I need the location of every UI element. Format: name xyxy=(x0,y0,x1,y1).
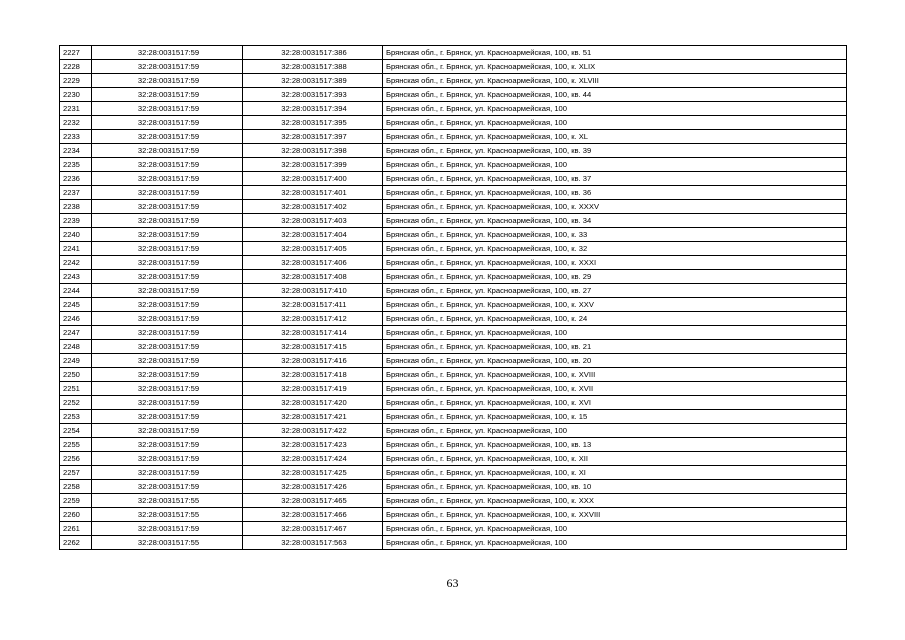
table-row xyxy=(60,340,847,354)
address-cell: Брянская обл., г. Брянск, ул. Красноармейская, 100, к. XL xyxy=(383,130,847,144)
address-cell: Брянская обл., г. Брянск, ул. Красноармейская, 100, к. XVII xyxy=(383,382,847,396)
parent-cadastral-number-cell: 32:28:0031517:55 xyxy=(92,536,243,550)
table-row xyxy=(60,46,847,60)
address-cell: Брянская обл., г. Брянск, ул. Красноармейская, 100, к. XLIX xyxy=(383,60,847,74)
cadastral-number-cell: 32:28:0031517:405 xyxy=(243,242,383,256)
table-row xyxy=(60,200,847,214)
table-row xyxy=(60,424,847,438)
cadastral-number-cell: 32:28:0031517:465 xyxy=(243,494,383,508)
cadastral-number-cell: 32:28:0031517:412 xyxy=(243,312,383,326)
table-row xyxy=(60,256,847,270)
cadastral-number-cell: 32:28:0031517:406 xyxy=(243,256,383,270)
address-cell: Брянская обл., г. Брянск, ул. Красноармейская, 100, кв. 34 xyxy=(383,214,847,228)
table-row xyxy=(60,410,847,424)
row-number-cell: 2260 xyxy=(60,508,92,522)
row-number-cell: 2259 xyxy=(60,494,92,508)
parent-cadastral-number-cell: 32:28:0031517:59 xyxy=(92,354,243,368)
address-cell: Брянская обл., г. Брянск, ул. Красноармейская, 100, кв. 20 xyxy=(383,354,847,368)
parent-cadastral-number-cell: 32:28:0031517:59 xyxy=(92,158,243,172)
parent-cadastral-number-cell: 32:28:0031517:59 xyxy=(92,410,243,424)
parent-cadastral-number-cell: 32:28:0031517:59 xyxy=(92,74,243,88)
parent-cadastral-number-cell: 32:28:0031517:59 xyxy=(92,200,243,214)
cadastral-number-cell: 32:28:0031517:467 xyxy=(243,522,383,536)
table-row xyxy=(60,116,847,130)
parent-cadastral-number-cell: 32:28:0031517:59 xyxy=(92,144,243,158)
row-number-cell: 2255 xyxy=(60,438,92,452)
cadastral-number-cell: 32:28:0031517:563 xyxy=(243,536,383,550)
cadastral-number-cell: 32:28:0031517:410 xyxy=(243,284,383,298)
cadastral-number-cell: 32:28:0031517:414 xyxy=(243,326,383,340)
address-cell: Брянская обл., г. Брянск, ул. Красноармейская, 100, к. XLVIII xyxy=(383,74,847,88)
parent-cadastral-number-cell: 32:28:0031517:59 xyxy=(92,172,243,186)
parent-cadastral-number-cell: 32:28:0031517:59 xyxy=(92,298,243,312)
table-row xyxy=(60,466,847,480)
table-row xyxy=(60,354,847,368)
table-row xyxy=(60,522,847,536)
address-cell: Брянская обл., г. Брянск, ул. Красноармейская, 100, кв. 13 xyxy=(383,438,847,452)
address-cell: Брянская обл., г. Брянск, ул. Красноармейская, 100, кв. 29 xyxy=(383,270,847,284)
cadastral-number-cell: 32:28:0031517:394 xyxy=(243,102,383,116)
parent-cadastral-number-cell: 32:28:0031517:59 xyxy=(92,116,243,130)
address-cell: Брянская обл., г. Брянск, ул. Красноармейская, 100, к. XXXV xyxy=(383,200,847,214)
row-number-cell: 2241 xyxy=(60,242,92,256)
parent-cadastral-number-cell: 32:28:0031517:59 xyxy=(92,424,243,438)
cadastral-number-cell: 32:28:0031517:422 xyxy=(243,424,383,438)
table-row xyxy=(60,102,847,116)
row-number-cell: 2227 xyxy=(60,46,92,60)
address-cell: Брянская обл., г. Брянск, ул. Красноармейская, 100 xyxy=(383,116,847,130)
cadastral-number-cell: 32:28:0031517:418 xyxy=(243,368,383,382)
row-number-cell: 2240 xyxy=(60,228,92,242)
table-row xyxy=(60,270,847,284)
address-cell: Брянская обл., г. Брянск, ул. Красноармейская, 100, кв. 36 xyxy=(383,186,847,200)
parent-cadastral-number-cell: 32:28:0031517:59 xyxy=(92,452,243,466)
row-number-cell: 2237 xyxy=(60,186,92,200)
parent-cadastral-number-cell: 32:28:0031517:59 xyxy=(92,340,243,354)
row-number-cell: 2233 xyxy=(60,130,92,144)
address-cell: Брянская обл., г. Брянск, ул. Красноармейская, 100, к. 33 xyxy=(383,228,847,242)
table-row xyxy=(60,228,847,242)
page-number: 63 xyxy=(446,576,459,590)
cadastral-number-cell: 32:28:0031517:400 xyxy=(243,172,383,186)
cadastral-number-cell: 32:28:0031517:466 xyxy=(243,508,383,522)
parent-cadastral-number-cell: 32:28:0031517:59 xyxy=(92,102,243,116)
row-number-cell: 2245 xyxy=(60,298,92,312)
parent-cadastral-number-cell: 32:28:0031517:59 xyxy=(92,522,243,536)
parent-cadastral-number-cell: 32:28:0031517:59 xyxy=(92,312,243,326)
table-row xyxy=(60,536,847,550)
cadastral-number-cell: 32:28:0031517:419 xyxy=(243,382,383,396)
row-number-cell: 2238 xyxy=(60,200,92,214)
row-number-cell: 2253 xyxy=(60,410,92,424)
parent-cadastral-number-cell: 32:28:0031517:59 xyxy=(92,130,243,144)
row-number-cell: 2235 xyxy=(60,158,92,172)
row-number-cell: 2236 xyxy=(60,172,92,186)
address-cell: Брянская обл., г. Брянск, ул. Красноармейская, 100, к. XXVIII xyxy=(383,508,847,522)
address-cell: Брянская обл., г. Брянск, ул. Красноармейская, 100, кв. 10 xyxy=(383,480,847,494)
row-number-cell: 2261 xyxy=(60,522,92,536)
address-cell: Брянская обл., г. Брянск, ул. Красноармейская, 100, к. 24 xyxy=(383,312,847,326)
row-number-cell: 2234 xyxy=(60,144,92,158)
address-cell: Брянская обл., г. Брянск, ул. Красноармейская, 100 xyxy=(383,522,847,536)
address-cell: Брянская обл., г. Брянск, ул. Красноармейская, 100 xyxy=(383,536,847,550)
address-cell: Брянская обл., г. Брянск, ул. Красноармейская, 100, к. 32 xyxy=(383,242,847,256)
cadastral-number-cell: 32:28:0031517:401 xyxy=(243,186,383,200)
row-number-cell: 2257 xyxy=(60,466,92,480)
cadastral-number-cell: 32:28:0031517:398 xyxy=(243,144,383,158)
cadastral-number-cell: 32:28:0031517:426 xyxy=(243,480,383,494)
cadastral-number-cell: 32:28:0031517:397 xyxy=(243,130,383,144)
cadastral-number-cell: 32:28:0031517:395 xyxy=(243,116,383,130)
parent-cadastral-number-cell: 32:28:0031517:59 xyxy=(92,270,243,284)
row-number-cell: 2243 xyxy=(60,270,92,284)
address-cell: Брянская обл., г. Брянск, ул. Красноармейская, 100 xyxy=(383,326,847,340)
row-number-cell: 2250 xyxy=(60,368,92,382)
parent-cadastral-number-cell: 32:28:0031517:59 xyxy=(92,242,243,256)
parent-cadastral-number-cell: 32:28:0031517:59 xyxy=(92,46,243,60)
address-cell: Брянская обл., г. Брянск, ул. Красноармейская, 100, кв. 44 xyxy=(383,88,847,102)
cadastral-number-cell: 32:28:0031517:420 xyxy=(243,396,383,410)
row-number-cell: 2246 xyxy=(60,312,92,326)
row-number-cell: 2252 xyxy=(60,396,92,410)
address-cell: Брянская обл., г. Брянск, ул. Красноармейская, 100, к. XXX xyxy=(383,494,847,508)
table-row xyxy=(60,130,847,144)
parent-cadastral-number-cell: 32:28:0031517:55 xyxy=(92,508,243,522)
parent-cadastral-number-cell: 32:28:0031517:59 xyxy=(92,186,243,200)
cadastral-number-cell: 32:28:0031517:389 xyxy=(243,74,383,88)
row-number-cell: 2249 xyxy=(60,354,92,368)
table-row xyxy=(60,494,847,508)
row-number-cell: 2228 xyxy=(60,60,92,74)
row-number-cell: 2244 xyxy=(60,284,92,298)
table-row xyxy=(60,326,847,340)
table-row xyxy=(60,186,847,200)
parent-cadastral-number-cell: 32:28:0031517:59 xyxy=(92,326,243,340)
cadastral-number-cell: 32:28:0031517:424 xyxy=(243,452,383,466)
row-number-cell: 2258 xyxy=(60,480,92,494)
cadastral-number-cell: 32:28:0031517:415 xyxy=(243,340,383,354)
table-row xyxy=(60,284,847,298)
registry-table-body xyxy=(60,46,847,550)
parent-cadastral-number-cell: 32:28:0031517:59 xyxy=(92,466,243,480)
parent-cadastral-number-cell: 32:28:0031517:59 xyxy=(92,228,243,242)
table-row xyxy=(60,214,847,228)
address-cell: Брянская обл., г. Брянск, ул. Красноармейская, 100, к. XVIII xyxy=(383,368,847,382)
cadastral-number-cell: 32:28:0031517:399 xyxy=(243,158,383,172)
cadastral-number-cell: 32:28:0031517:403 xyxy=(243,214,383,228)
row-number-cell: 2247 xyxy=(60,326,92,340)
cadastral-number-cell: 32:28:0031517:404 xyxy=(243,228,383,242)
table-row xyxy=(60,242,847,256)
parent-cadastral-number-cell: 32:28:0031517:59 xyxy=(92,284,243,298)
address-cell: Брянская обл., г. Брянск, ул. Красноармейская, 100, кв. 27 xyxy=(383,284,847,298)
table-row xyxy=(60,452,847,466)
cadastral-number-cell: 32:28:0031517:411 xyxy=(243,298,383,312)
cadastral-number-cell: 32:28:0031517:423 xyxy=(243,438,383,452)
cadastral-number-cell: 32:28:0031517:393 xyxy=(243,88,383,102)
parent-cadastral-number-cell: 32:28:0031517:59 xyxy=(92,438,243,452)
table-row xyxy=(60,312,847,326)
cadastral-number-cell: 32:28:0031517:416 xyxy=(243,354,383,368)
address-cell: Брянская обл., г. Брянск, ул. Красноармейская, 100 xyxy=(383,424,847,438)
parent-cadastral-number-cell: 32:28:0031517:59 xyxy=(92,60,243,74)
address-cell: Брянская обл., г. Брянск, ул. Красноармейская, 100 xyxy=(383,158,847,172)
table-row xyxy=(60,144,847,158)
table-row xyxy=(60,88,847,102)
row-number-cell: 2248 xyxy=(60,340,92,354)
address-cell: Брянская обл., г. Брянск, ул. Красноармейская, 100, кв. 37 xyxy=(383,172,847,186)
row-number-cell: 2229 xyxy=(60,74,92,88)
table-row xyxy=(60,172,847,186)
cadastral-number-cell: 32:28:0031517:408 xyxy=(243,270,383,284)
parent-cadastral-number-cell: 32:28:0031517:55 xyxy=(92,494,243,508)
registry-table xyxy=(59,45,847,550)
address-cell: Брянская обл., г. Брянск, ул. Красноармейская, 100, к. XII xyxy=(383,452,847,466)
address-cell: Брянская обл., г. Брянск, ул. Красноармейская, 100, кв. 39 xyxy=(383,144,847,158)
table-row xyxy=(60,74,847,88)
cadastral-number-cell: 32:28:0031517:425 xyxy=(243,466,383,480)
address-cell: Брянская обл., г. Брянск, ул. Красноармейская, 100, к. XVI xyxy=(383,396,847,410)
row-number-cell: 2251 xyxy=(60,382,92,396)
row-number-cell: 2239 xyxy=(60,214,92,228)
address-cell: Брянская обл., г. Брянск, ул. Красноармейская, 100, к. 15 xyxy=(383,410,847,424)
row-number-cell: 2231 xyxy=(60,102,92,116)
parent-cadastral-number-cell: 32:28:0031517:59 xyxy=(92,368,243,382)
cadastral-number-cell: 32:28:0031517:388 xyxy=(243,60,383,74)
row-number-cell: 2230 xyxy=(60,88,92,102)
table-row xyxy=(60,438,847,452)
row-number-cell: 2242 xyxy=(60,256,92,270)
table-row xyxy=(60,480,847,494)
address-cell: Брянская обл., г. Брянск, ул. Красноармейская, 100, к. XXXI xyxy=(383,256,847,270)
parent-cadastral-number-cell: 32:28:0031517:59 xyxy=(92,480,243,494)
cadastral-number-cell: 32:28:0031517:421 xyxy=(243,410,383,424)
cadastral-number-cell: 32:28:0031517:402 xyxy=(243,200,383,214)
address-cell: Брянская обл., г. Брянск, ул. Красноармейская, 100 xyxy=(383,102,847,116)
row-number-cell: 2262 xyxy=(60,536,92,550)
row-number-cell: 2254 xyxy=(60,424,92,438)
table-row xyxy=(60,382,847,396)
parent-cadastral-number-cell: 32:28:0031517:59 xyxy=(92,256,243,270)
table-row xyxy=(60,508,847,522)
cadastral-number-cell: 32:28:0031517:386 xyxy=(243,46,383,60)
address-cell: Брянская обл., г. Брянск, ул. Красноармейская, 100, кв. 21 xyxy=(383,340,847,354)
parent-cadastral-number-cell: 32:28:0031517:59 xyxy=(92,214,243,228)
row-number-cell: 2256 xyxy=(60,452,92,466)
table-row xyxy=(60,396,847,410)
parent-cadastral-number-cell: 32:28:0031517:59 xyxy=(92,396,243,410)
address-cell: Брянская обл., г. Брянск, ул. Красноармейская, 100, к. XI xyxy=(383,466,847,480)
address-cell: Брянская обл., г. Брянск, ул. Красноармейская, 100, кв. 51 xyxy=(383,46,847,60)
row-number-cell: 2232 xyxy=(60,116,92,130)
parent-cadastral-number-cell: 32:28:0031517:59 xyxy=(92,382,243,396)
table-row xyxy=(60,60,847,74)
table-row xyxy=(60,158,847,172)
address-cell: Брянская обл., г. Брянск, ул. Красноармейская, 100, к. XXV xyxy=(383,298,847,312)
parent-cadastral-number-cell: 32:28:0031517:59 xyxy=(92,88,243,102)
table-row xyxy=(60,298,847,312)
table-row xyxy=(60,368,847,382)
